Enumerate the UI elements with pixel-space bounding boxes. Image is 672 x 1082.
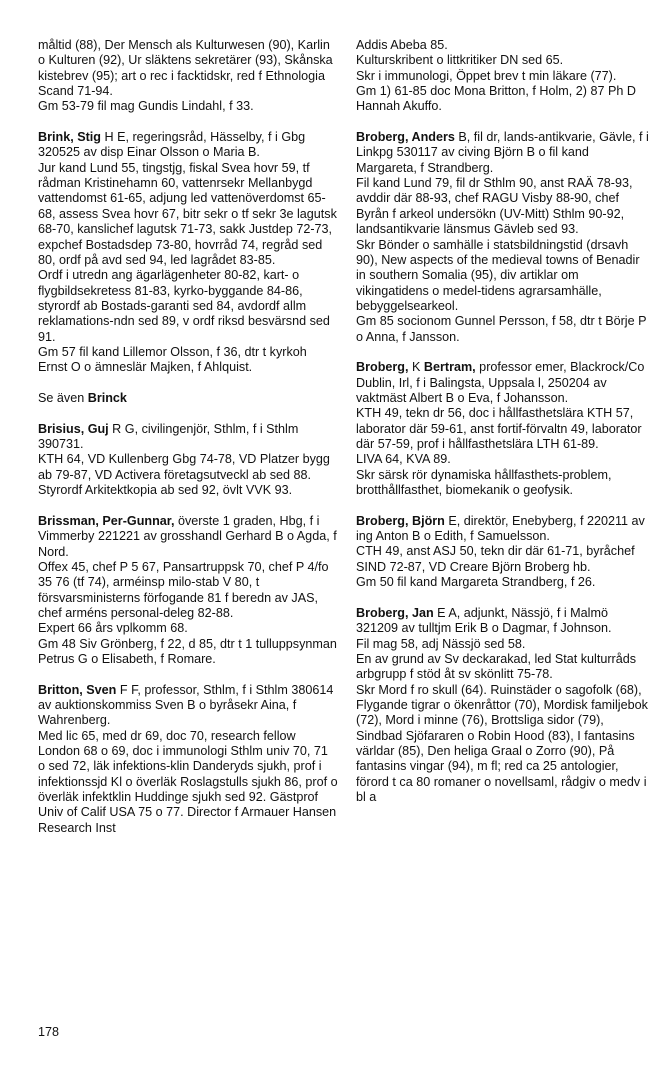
entry-paragraph: Addis Abeba 85. [356,38,448,52]
entry-heading [356,130,652,176]
entry-paragraph: LIVA 64, KVA 89. [356,452,451,467]
entry-paragraph: Styrordf Arkitektkopia ab sed 92, övlt VVK 93. [38,483,293,498]
entry-intro: E, direktör, Enebyberg, f 220211 av ing Anton B o Edith, f Samuelsson. [356,513,645,544]
entry-name: Brink, Stig [38,130,101,145]
entry-heading [38,514,338,560]
entry-intro: H E, regeringsråd, Hässelby, f i Gbg 320525 av disp Einar Olsson o Maria B. [38,130,306,160]
entry-heading [356,514,652,545]
entry-paragraph: Gm 53-79 fil mag Gundis Lindahl, f 33. [38,99,254,114]
entry-paragraph: CTH 49, anst ASJ 50, tekn dir där 61-71, byråchef SIND 72-87, VD Creare Björn Broberg hb. [356,544,635,574]
entry-name: Broberg, Jan [356,605,434,620]
entry-heading [356,360,652,406]
entry-intro: E A, adjunkt, Nässjö, f i Malmö 321209 av tulltjm Erik B o Dagmar, f Johnson. [356,605,612,636]
entry-broberg-jan [356,606,652,805]
entry-continuation [356,38,652,115]
entry-paragraph: Gm 1) 61-85 doc Mona Britton, f Holm, 2) 87 Ph D Hannah Akuffo. [356,84,636,114]
see-also-name: Brinck [87,391,127,405]
entry-paragraph: Expert 66 års vplkomm 68. [38,621,188,636]
entry-name: Broberg, Björn [356,513,445,528]
see-also-prefix: Se även [38,391,88,405]
entry-broberg-bertram [356,360,652,498]
entry-heading [38,683,338,729]
entry-paragraph: Jur kand Lund 55, tingstjg, fiskal Svea hovr 59, tf rådman Kristinehamn 60, vattenrsekr Mellanbygd vattendomst 61-65, adjung led vattenöverdomst 65-68, assess Svea hovr 67, bitr sekr o tf sekr 3e lagutsk 68-70, kanslichef lagutsk 71-73, sakk Justdep 72-73, expchef Bostadsdep 73-80, hovrråd 74, regråd sed 80, ordf på avd sed 94, led lagrådet 83-85. [38,160,337,267]
entry-britton-sven [38,683,338,836]
entry-name: Broberg, Anders [356,130,455,145]
entry-name: Britton, Sven [38,682,117,697]
left-column [38,38,338,852]
entry-intro: R G, civilingenjör, Sthlm, f i Sthlm 390731. [38,421,299,452]
entry-paragraph: Skr i immunologi, Öppet brev t min läkare (77). [356,68,617,83]
entry-paragraph: Skr Mord f ro skull (64). Ruinstäder o sagofolk (68), Flygande tigrar o ökenråttor (70), Mordisk familjebok (72), Mord i minne (76), Brottsliga sidor (79), Sindbad Sjöfararen o Robin Hood (83), I fantasins världar (85), Den heliga Graal o Zorro (90), På fantasins vingar (94), m fl; red ca 25 antologier, förord t ca 80 romaner o novellsaml, rådgiv o medv i bl a [356,682,648,805]
entry-brink-stig [38,130,338,376]
entry-paragraph: En av grund av Sv deckarakad, led Stat kulturråds arbgrupp f stöd åt sv skönlitt 75-78. [356,651,637,682]
entry-name-prefix: K [411,360,424,375]
entry-paragraph: KTH 64, VD Kullenberg Gbg 74-78, VD Platzer bygg ab 79-87, VD Activera företagsutveckl ab sed 88. [38,452,330,482]
entry-paragraph: Fil kand Lund 79, fil dr Sthlm 90, anst RAÄ 78-93, avddir där 88-93, chef RAGU Visby 88-90, chef Byrån f arkeol undersökn (UV-Mitt) Sthlm 90-92, landsantikvarie länsmus Gävleb sed 93. [356,176,633,237]
entry-broberg-bjorn [356,514,652,591]
entry-paragraph: Med lic 65, med dr 69, doc 70, research fellow London 68 o 69, doc i immunologi Sthlm univ 70, 71 o sed 72, läk infektions-klin Danderyds sjukh, prof i infektionssjd Kl o överläk Roslagstulls sjukh 86, prof o överläk infektklin Huddinge sjukh sed 92. Gästprof Univ of Calif USA 75 o 77. Director f Armauer Hansen Research Inst [38,728,338,835]
right-column [356,38,652,821]
entry-intro: professor emer, Blackrock/Co Dublin, Irl, f i Balingsta, Uppsala l, 250204 av vaktmäst Albert B o Eva, f Johansson. [356,360,645,405]
entry-name: Brissman, Per-Gunnar, [38,513,175,528]
entry-intro: F F, professor, Sthlm, f i Sthlm 380614 av auktionskommiss Sven B o byråsekr Aina, f Wahrenberg. [38,682,334,728]
entry-name: Broberg, [356,360,409,375]
entry-paragraph: Skr Bönder o samhälle i statsbildningstid (drsavh 90), New aspects of the medieval towns of Benadir in southern Somalia (95), div artiklar om vikingatidens o medel-tidens agrarsamhälle, bebyggelsearkeol. [356,237,640,313]
entry-brissman-per-gunnar [38,514,338,667]
entry-paragraph: Ordf i utredn ang ägarlägenheter 80-82, kart- o flygbildsekretess 81-83, kyrko-byggande 84-86, styrordf ab Bostads-garanti sed 84, avdordf allm reklamations-ndn sed 89, v ordf riksd besvärsnd sed 91. [38,268,330,344]
entry-paragraph: måltid (88), Der Mensch als Kulturwesen (90), Karlin o Kulturen (92), Ur släktens sekretärer (93), Skånska kistebrev (95); art o rec i facktidskr, red f Ethnologia Scand 71-94. [38,38,333,99]
entry-intro: B, fil dr, lands-antikvarie, Gävle, f i Linkpg 530117 av civing Björn B o fil kand Margareta, f Strandberg. [356,130,649,175]
entry-heading [38,130,338,161]
page-number: 178 [38,1025,60,1039]
entry-paragraph: Gm 57 fil kand Lillemor Olsson, f 36, dtr t kyrkoh Ernst O o ämneslär Majken, f Ahlquist. [38,344,307,375]
entry-paragraph: KTH 49, tekn dr 56, doc i hållfasthetslära KTH 57, laborator där 59-61, anst fortif-förvaltn 49, laborator där 57-59, prof i hållfasthetslära LTH 61-89. [356,406,642,452]
entry-paragraph: Offex 45, chef P 5 67, Pansartruppsk 70, chef P 4/fo 35 76 (tf 74), arméinsp milo-stab V 80, t försvarsministerns förfogande 81 f beredn av JAS, chef arméns personal-deleg 82-88. [38,559,329,620]
entry-name: Brisius, Guj [38,421,109,436]
entry-paragraph: Skr särsk rör dynamiska hållfasthets-problem, brotthållfasthet, biomekanik o geofysik. [356,467,612,498]
entry-heading [38,422,338,453]
entry-paragraph: Gm 50 fil kand Margareta Strandberg, f 26. [356,575,596,590]
entry-continuation [38,38,338,115]
entry-paragraph: Fil mag 58, adj Nässjö sed 58. [356,636,526,651]
entry-broberg-anders [356,130,652,345]
entry-paragraph: Kulturskribent o littkritiker DN sed 65. [356,53,564,68]
entry-intro: överste 1 graden, Hbg, f i Vimmerby 221221 av grosshandl Gerhard B o Agda, f Nord. [38,513,337,559]
entry-see-also [38,391,338,406]
entry-paragraph: Gm 48 Siv Grönberg, f 22, d 85, dtr t 1 tulluppsynman Petrus G o Elisabeth, f Romare. [38,636,337,666]
entry-name-secondary: Bertram, [423,360,476,375]
see-also-reference [38,391,338,406]
entry-heading [356,606,652,637]
entry-brisius-guj [38,422,338,499]
entry-paragraph: Gm 85 socionom Gunnel Persson, f 58, dtr t Börje P o Anna, f Jansson. [356,314,647,344]
